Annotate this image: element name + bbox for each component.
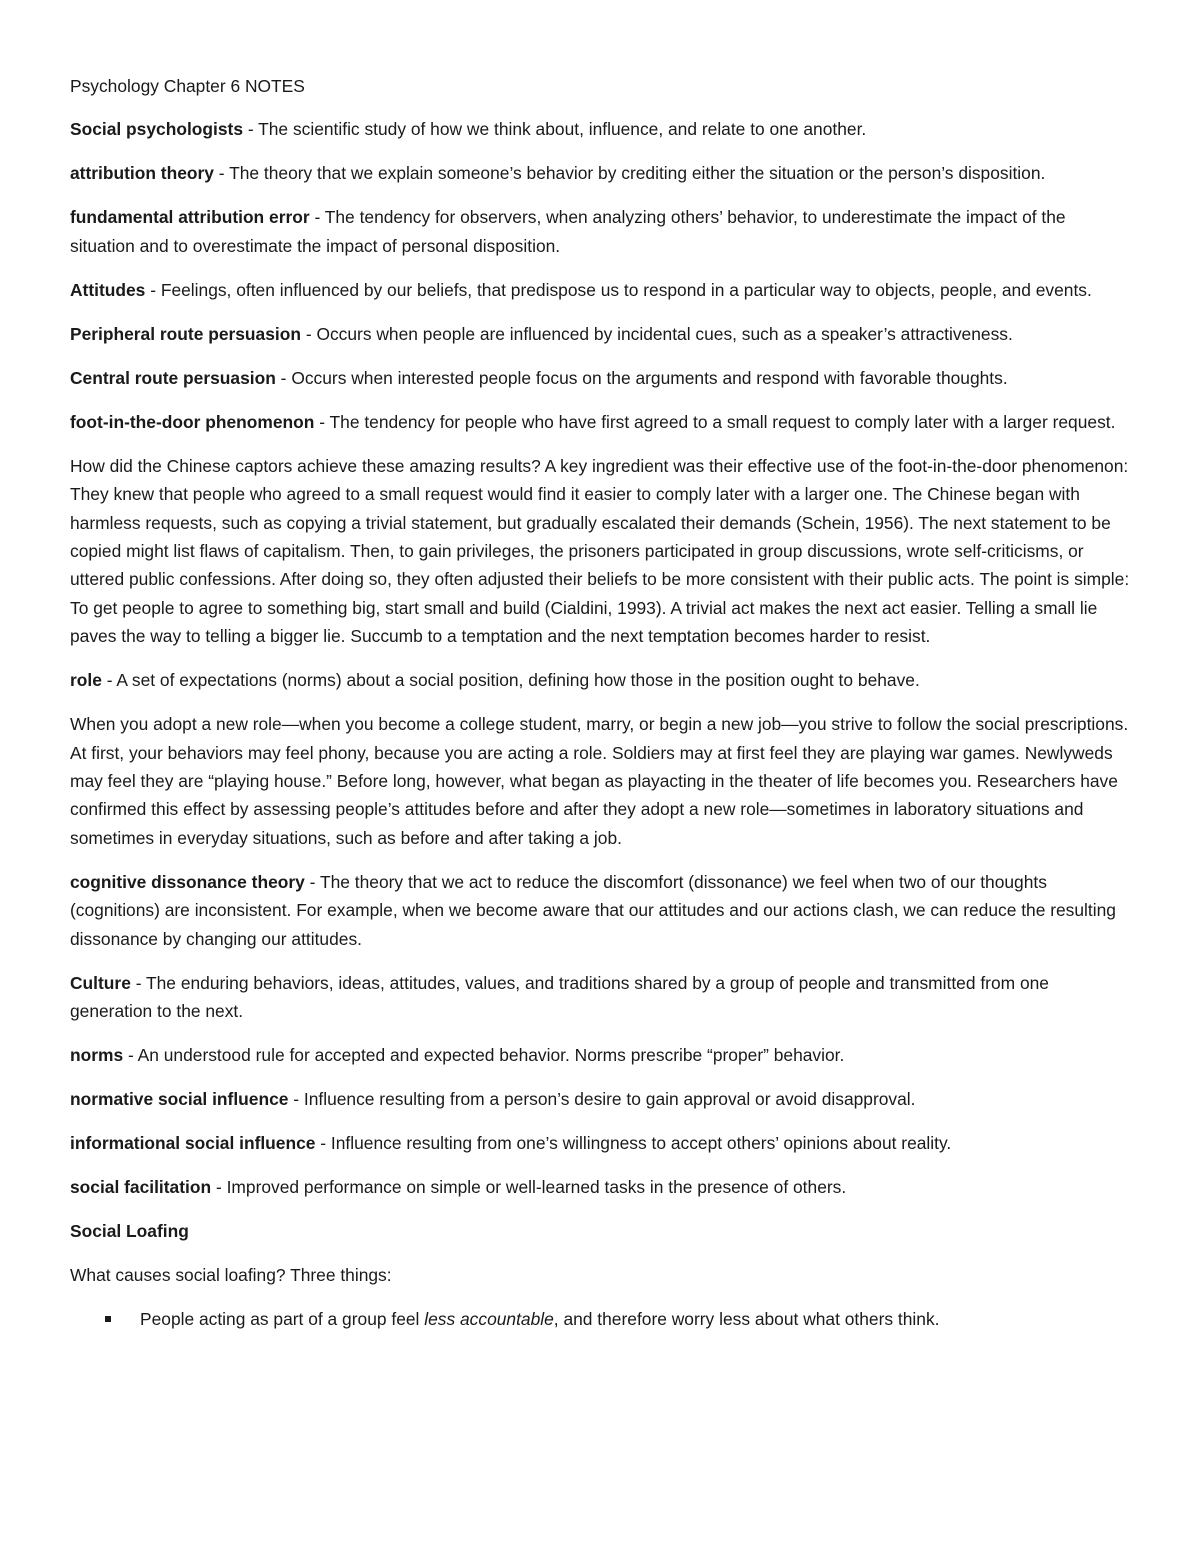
definition-text: Influence resulting from a person’s desire to gain approval or avoid disapproval.	[303, 1089, 916, 1110]
definition-norms	[70, 1041, 1132, 1069]
definition-text: An understood rule for accepted and expected behavior. Norms prescribe “proper” behavior.	[137, 1045, 845, 1066]
definition-attribution-theory	[70, 159, 1132, 187]
bullet-text-before: People acting as part of a group feel	[140, 1309, 425, 1330]
term: Attitudes	[70, 279, 146, 300]
definition-text: The theory that we act to reduce the discomfort (dissonance) we feel when two of our thoughts (cognitions) are inconsistent. For example, when we become aware that our attitudes and our actions clash, we can reduce the resulting dissonance by changing our attitudes.	[70, 871, 1116, 949]
term: normative social influence	[70, 1089, 289, 1110]
definition-role	[70, 666, 1132, 694]
definition-text: Influence resulting from one’s willingness to accept others’ opinions about reality.	[330, 1133, 952, 1154]
definition-central-route	[70, 364, 1132, 392]
social-loafing-intro: What causes social loafing? Three things:	[70, 1265, 392, 1286]
term: norms	[70, 1045, 124, 1066]
separator: -	[288, 1089, 304, 1110]
term: foot-in-the-door phenomenon	[70, 411, 315, 432]
definition-text: The theory that we explain someone’s behavior by crediting either the situation or the person’s disposition.	[229, 163, 1046, 184]
term: Peripheral route persuasion	[70, 323, 301, 344]
definition-social-facilitation	[70, 1173, 1132, 1201]
paragraph-role: When you adopt a new role—when you become a college student, marry, or begin a new job—you strive to follow the social prescriptions. At first, your behaviors may feel phony, because you are acting a role. Soldiers may at first feel they are playing war games. Newlyweds may feel they are “playing house.” Before long, however, what began as playacting in the theater of life becomes you. Researchers have confirmed this effect by assessing people’s attitudes before and after they adopt a new role—sometimes in laboratory situations and sometimes in everyday situations, such as before and after taking a job.	[70, 714, 1129, 848]
heading-social-loafing: Social Loafing	[70, 1221, 189, 1242]
definition-peripheral-route	[70, 320, 1132, 348]
separator: -	[145, 279, 161, 300]
bullet-text-after: , and therefore worry less about what others think.	[553, 1309, 940, 1330]
separator: -	[243, 119, 259, 140]
definition-text: Occurs when people are influenced by incidental cues, such as a speaker’s attractiveness.	[316, 323, 1013, 344]
separator: -	[314, 411, 330, 432]
separator: -	[130, 972, 147, 993]
definition-cognitive-dissonance	[70, 868, 1132, 953]
definition-text: The tendency for observers, when analyzing others’ behavior, to underestimate the impact of the situation and to overestimate the impact of personal disposition.	[70, 207, 1066, 256]
definition-text: Improved performance on simple or well-learned tasks in the presence of others.	[226, 1177, 847, 1198]
term: Central route persuasion	[70, 367, 276, 388]
definition-text: The scientific study of how we think about, influence, and relate to one another.	[258, 119, 867, 140]
document-title: Psychology Chapter 6 NOTES	[70, 76, 305, 96]
social-loafing-list	[70, 1305, 1132, 1333]
term: fundamental attribution error	[70, 207, 310, 228]
definition-text: The enduring behaviors, ideas, attitudes, values, and traditions shared by a group of people and transmitted from one generation to the next.	[70, 972, 1049, 1022]
term: informational social influence	[70, 1133, 316, 1154]
definition-fundamental-attribution-error	[70, 203, 1132, 260]
definition-foot-in-the-door	[70, 408, 1132, 436]
separator: -	[101, 670, 117, 691]
term: Culture	[70, 972, 131, 993]
definition-text: Feelings, often influenced by our beliefs, that predispose us to respond in a particular way to objects, people, and events.	[160, 279, 1092, 300]
separator: -	[275, 367, 292, 388]
separator: -	[123, 1045, 138, 1066]
paragraph-foot-in-the-door: How did the Chinese captors achieve these amazing results? A key ingredient was their effective use of the foot-in-the-door phenomenon: They knew that people who agreed to a small request would find it easier to comply later with a larger one. The Chinese began with harmless requests, such as copying a trivial statement, but gradually escalated their demands (Schein, 1956). The next statement to be copied might list flaws of capitalism. Then, to gain privileges, the prisoners participated in group discussions, wrote self-criticisms, or uttered public confessions. After doing so, they often adjusted their beliefs to be more consistent with their public acts. The point is simple: To get people to agree to something big, start small and build (Cialdini, 1993). A trivial act makes the next act easier. Telling a small lie paves the way to telling a bigger lie. Succumb to a temptation and the next temptation becomes harder to resist.	[70, 455, 1130, 647]
definition-informational-social-influence	[70, 1129, 1132, 1157]
term: Social psychologists	[70, 119, 243, 140]
document-page	[70, 72, 1132, 1334]
separator: -	[211, 1177, 227, 1198]
definition-social-psychologists	[70, 115, 1132, 143]
term: role	[70, 670, 102, 691]
definition-culture	[70, 969, 1132, 1026]
definition-text: A set of expectations (norms) about a social position, defining how those in the position ought to behave.	[116, 670, 920, 691]
term: attribution theory	[70, 163, 214, 184]
square-bullet-icon	[105, 1316, 111, 1322]
definition-attitudes	[70, 276, 1132, 304]
separator: -	[300, 323, 317, 344]
term: cognitive dissonance theory	[70, 871, 305, 892]
list-item	[70, 1305, 1132, 1333]
definition-normative-social-influence	[70, 1085, 1132, 1113]
separator: -	[213, 163, 230, 184]
term: social facilitation	[70, 1177, 212, 1198]
separator: -	[304, 871, 320, 892]
definition-text: Occurs when interested people focus on the arguments and respond with favorable thoughts.	[291, 367, 1008, 388]
bullet-text-emphasis: less accountable	[424, 1309, 554, 1330]
separator: -	[309, 207, 325, 228]
definition-text: The tendency for people who have first agreed to a small request to comply later with a larger request.	[329, 411, 1116, 432]
separator: -	[315, 1133, 331, 1154]
